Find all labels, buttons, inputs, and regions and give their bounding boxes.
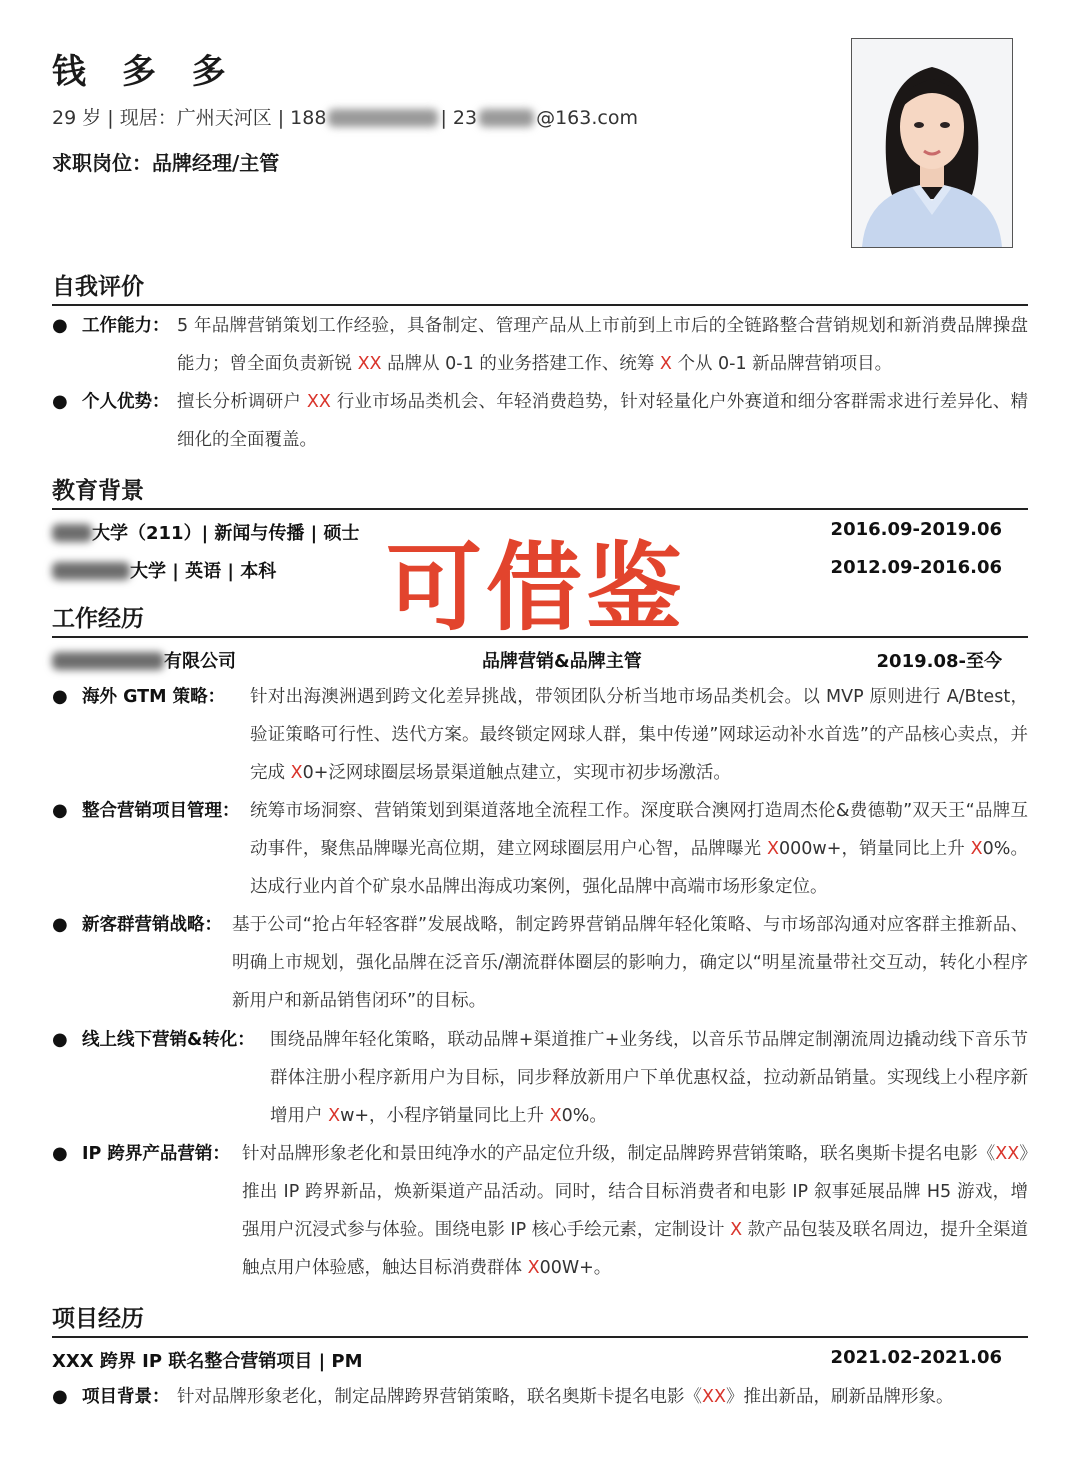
item-text (52, 307, 1028, 383)
highlight: XX (357, 354, 382, 374)
text-segment: 统筹市场洞察、营销策划到渠道落地全流程工作。深度联合澳网打造周杰伦&费德勒”双天王“品牌互动事件，聚焦品牌曝光高位期，建立网球圈层用户心智，品牌曝光 (250, 801, 1028, 859)
text-segment: 00W+。 (539, 1258, 612, 1278)
text-segment: 0%。 (561, 1106, 607, 1126)
section-education (52, 474, 1028, 510)
job-date: 2019.08-至今 (876, 651, 1002, 672)
bullet-dot: ● (52, 391, 68, 412)
text-segment: 针对出海澳洲遇到跨文化差异挑战，带领团队分析当地市场品类机会。以 MVP 原则进行 A/Btest，验证策略可行性、迭代方案。最终锁定网球人群，集中传递”网球运动补水首选”的产品核心卖点，并完成 (250, 687, 1028, 783)
school-info: 大学 | 英语 | 本科 (130, 561, 277, 582)
list-item (52, 678, 1028, 792)
list-item (52, 906, 1028, 1020)
bullet-dot: ● (52, 1143, 68, 1164)
contact-email-suffix: @163.com (536, 107, 638, 129)
list-item (52, 1135, 1028, 1287)
text-segment: 0%。达成行业内首个矿泉水品牌出海成功案例，强化品牌中高端市场形象定位。 (250, 839, 1029, 897)
bullet-dot: ● (52, 914, 68, 935)
company-name: 有限公司 (164, 651, 236, 672)
list-item (52, 1021, 1028, 1135)
list-item (52, 307, 1028, 383)
candidate-name: 钱 多 多 (52, 52, 238, 92)
highlight: X (659, 354, 672, 374)
text-segment: 个从 0-1 新品牌营销项目。 (671, 354, 893, 374)
section-title: 自我评价 (52, 274, 144, 300)
highlight: XX (702, 1387, 726, 1407)
item-heading: IP 跨界产品营销： (82, 1144, 230, 1164)
text-segment: 围绕品牌年轻化策略，联动品牌+渠道推广+业务线，以音乐节品牌定制潮流周边撬动线下音乐节群体注册小程序新用户为目标，同步释放新用户下单优惠权益，拉动新品销量。实现线上小程序新增用户 (270, 1030, 1028, 1126)
contact-prefix: 29 岁 | 现居：广州天河区 | 188 (52, 107, 327, 129)
item-text (52, 1378, 1028, 1416)
item-heading: 个人优势： (82, 392, 170, 412)
text-segment: 》推出新品，刷新品牌形象。 (725, 1387, 954, 1407)
text-segment: 品牌从 0-1 的业务搭建工作、统筹 (381, 354, 660, 374)
portrait-illustration (852, 39, 1012, 247)
highlight: X (549, 1106, 562, 1126)
blurred-phone (328, 109, 438, 127)
text-segment: 针对品牌形象老化和景田纯净水的产品定位升级，制定品牌跨界营销策略，联名奥斯卡提名电影《 (242, 1144, 996, 1164)
bullet-dot: ● (52, 1029, 68, 1050)
text-segment: 针对品牌形象老化，制定品牌跨界营销策略，联名奥斯卡提名电影《 (177, 1387, 702, 1407)
highlight: XX (995, 1144, 1020, 1164)
section-project-experience (52, 1302, 1028, 1338)
highlight: X (766, 839, 779, 859)
project-date: 2021.02-2021.06 (830, 1347, 1002, 1368)
job-header (52, 647, 1002, 673)
item-heading: 线上线下营销&转化： (82, 1030, 255, 1050)
section-title: 工作经历 (52, 606, 144, 632)
education-date: 2012.09-2016.06 (830, 557, 1002, 578)
item-heading: 海外 GTM 策略： (82, 687, 226, 707)
list-item (52, 792, 1028, 906)
blurred-company (52, 652, 164, 670)
bullet-dot: ● (52, 315, 68, 336)
project-header (52, 1347, 1002, 1373)
list-item (52, 383, 1028, 459)
highlight: X (970, 839, 983, 859)
contact-line (52, 103, 638, 130)
job-target: 求职岗位：品牌经理/主管 (52, 151, 280, 175)
highlight: X (290, 763, 303, 783)
text-segment: w+，小程序销量同比上升 (340, 1106, 550, 1126)
contact-separator: | 23 (440, 107, 478, 129)
bullet-dot: ● (52, 1386, 68, 1407)
highlight: X (730, 1220, 743, 1240)
text-segment: 》推出 IP 跨界新品，焕新渠道产品活动。同时，结合目标消费者和电影 IP 叙事延展品牌 H5 游戏，增强用户沉浸式参与体验。围绕电影 IP 核心手绘元素，定制设计 (242, 1144, 1029, 1240)
text-segment: 000w+，销量同比上升 (778, 839, 971, 859)
item-heading: 整合营销项目管理： (82, 801, 240, 821)
blurred-email (479, 109, 534, 127)
text-segment: 5 年品牌营销策划工作经验，具备制定、管理产品从上市前到上市后的全链路整合营销规划和新消费品牌操盘能力；曾全面负责新锐 (177, 316, 1028, 374)
item-heading: 工作能力： (82, 316, 170, 336)
item-heading: 新客群营销战略： (82, 915, 222, 935)
school-info: 大学（211）| 新闻与传播 | 硕士 (92, 523, 360, 544)
project-name: XXX 跨界 IP 联名整合营销项目 | PM (52, 1351, 363, 1372)
highlight: X (527, 1258, 540, 1278)
text-segment: 行业市场品类机会、年轻消费趋势，针对轻量化户外赛道和细分客群需求进行差异化、精细化的全面覆盖。 (177, 392, 1029, 450)
text-segment: 0+泛网球圈层场景渠道触点建立，实现市初步场激活。 (302, 763, 731, 783)
blurred-school (52, 524, 92, 542)
bullet-dot: ● (52, 686, 68, 707)
blurred-school (52, 562, 130, 580)
watermark-stamp: 可借鉴 (386, 532, 686, 644)
highlight: XX (306, 392, 331, 412)
section-work-experience (52, 602, 1028, 638)
job-role: 品牌营销&品牌主管 (482, 651, 642, 672)
list-item (52, 1378, 1028, 1416)
section-title: 教育背景 (52, 478, 144, 504)
profile-photo (851, 38, 1013, 248)
text-segment: 款产品包装及联名周边，提升全渠道触点用户体验感，触达目标消费群体 (242, 1220, 1029, 1278)
education-date: 2016.09-2019.06 (830, 519, 1002, 540)
item-text (52, 383, 1028, 459)
highlight: X (328, 1106, 341, 1126)
text-segment: 基于公司“抢占年轻客群”发展战略，制定跨界营销品牌年轻化策略、与市场部沟通对应客群主推新品、明确上市规划，强化品牌在泛音乐/潮流群体圈层的影响力，确定以“明星流量带社交互动，转化小程序新用户和新品销售闭环”的目标。 (232, 915, 1028, 1011)
section-self-evaluation (52, 270, 1028, 306)
item-heading: 项目背景： (82, 1387, 170, 1407)
bullet-dot: ● (52, 800, 68, 821)
text-segment: 擅长分析调研户 (177, 392, 307, 412)
section-title: 项目经历 (52, 1306, 144, 1332)
